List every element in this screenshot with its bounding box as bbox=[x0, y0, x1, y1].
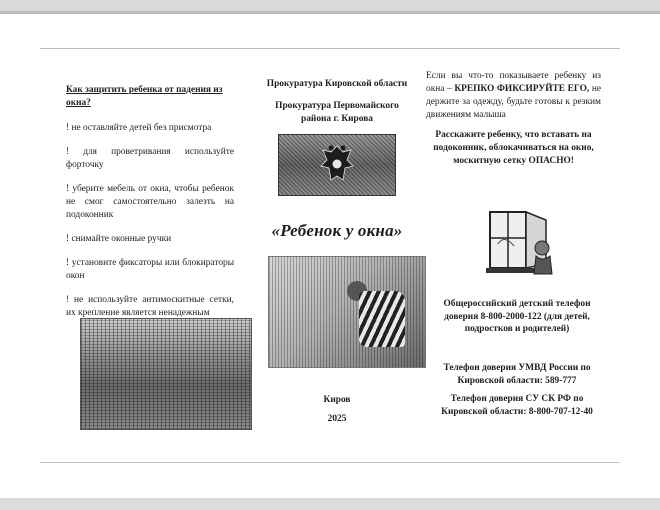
brochure-title: «Ребенок у окна» bbox=[271, 221, 403, 240]
scan-bottom-edge bbox=[0, 498, 660, 510]
advice-tail: не держите за одежду, будьте готовы к резким движениям малыша bbox=[426, 84, 602, 120]
safety-item: ! не используйте антимоскитные сетки, их крепление является ненадежным bbox=[66, 295, 234, 318]
fold-line-top bbox=[40, 48, 620, 49]
safety-item: ! для проветривания используйте форточку bbox=[66, 147, 234, 170]
fold-line-bottom bbox=[40, 462, 620, 463]
child-at-window-photo bbox=[268, 256, 426, 368]
hotline-investigative: Телефон доверия СУ СК РФ по Кировской области: 8-800-707-12-40 bbox=[441, 394, 593, 417]
org-sub-title: Прокуратура Первомайского района г. Кирова bbox=[275, 101, 399, 124]
safety-item: ! не оставляйте детей без присмотра bbox=[66, 123, 212, 133]
window-illustration-icon bbox=[484, 204, 560, 280]
safety-heading: Как защитить ребенка от падения из окна? bbox=[66, 85, 223, 108]
safety-item: ! снимайте оконные ручки bbox=[66, 234, 172, 244]
advice-bold: КРЕПКО ФИКСИРУЙТЕ ЕГО, bbox=[454, 84, 590, 94]
left-column bbox=[66, 84, 234, 328]
middle-column bbox=[262, 78, 412, 240]
hotline-police: Телефон доверия УМВД России по Кировской области: 589-777 bbox=[443, 363, 591, 386]
safety-item: ! уберите мебель от окна, чтобы ребенок не смог самостоятельно залезть на подоконник bbox=[66, 184, 234, 220]
danger-warning: Расскажите ребенку, что вставать на подоконник, облокачиваться на окно, москитную сетку ОПАСНО! bbox=[433, 130, 594, 166]
safety-list bbox=[66, 122, 234, 320]
city-photo bbox=[80, 318, 252, 430]
org-main-title: Прокуратура Кировской области bbox=[266, 79, 408, 89]
emblem-flag bbox=[278, 134, 396, 196]
city-name: Киров bbox=[323, 395, 351, 405]
advice-lead: Если вы что-то показываете ребенку из окна – bbox=[426, 71, 601, 94]
hotline-national: Общероссийский детский телефон доверия 8-800-2000-122 (для детей, подростков и родителей) bbox=[443, 299, 591, 334]
coat-of-arms-icon bbox=[317, 142, 357, 188]
year: 2025 bbox=[327, 414, 347, 424]
child-striped-shirt bbox=[359, 291, 405, 347]
right-column bbox=[426, 70, 601, 168]
scan-top-edge bbox=[0, 0, 660, 14]
fix-child-advice bbox=[426, 70, 601, 122]
safety-item: ! установите фиксаторы или блокираторы окон bbox=[66, 258, 234, 281]
